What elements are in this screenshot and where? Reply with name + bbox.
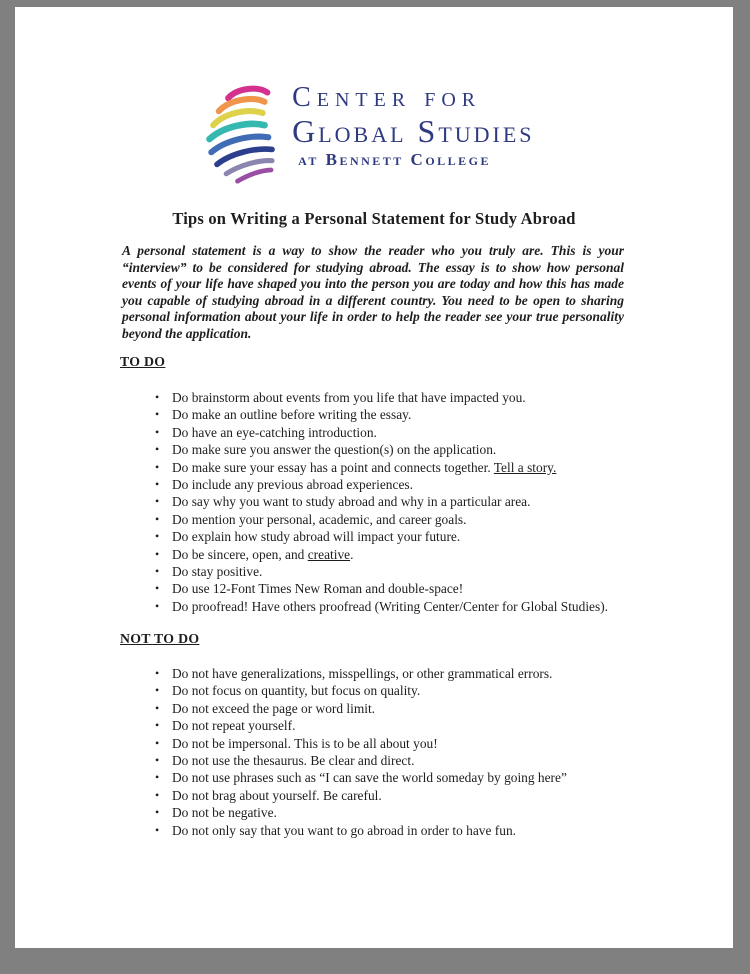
list-item: • Do explain how study abroad will impact your future. (155, 529, 461, 545)
list-item: • Do proofread! Have others proofread (Writing Center/Center for Global Studies). (155, 598, 608, 614)
list-item: • Do make sure your essay has a point and connects together. Tell a story. (155, 459, 557, 475)
list-item: • Do have an eye-catching introduction. (155, 424, 377, 440)
bullet-icon: • (155, 700, 160, 715)
list-item: • Do use 12-Font Times New Roman and double-space! (155, 581, 464, 597)
bullet-icon: • (155, 683, 160, 698)
list-item: • Do not be impersonal. This is to be all about you! (155, 735, 438, 751)
list-item: • Do stay positive. (155, 564, 263, 580)
logo-wordmark (292, 83, 534, 171)
list-item: • Do not have generalizations, misspellings, or other grammatical errors. (155, 666, 553, 681)
logo-line-at-bennett-college: at Bennett College (298, 150, 492, 169)
bullet-icon: • (155, 424, 160, 439)
bullet-icon: • (155, 529, 160, 544)
logo-line-global-studies: Global Studies (292, 113, 535, 149)
bullet-icon: • (155, 581, 160, 596)
list-item: • Do not brag about yourself. Be careful. (155, 787, 382, 803)
bullet-icon: • (155, 735, 160, 750)
bullet-icon: • (155, 787, 160, 802)
todo-heading: TO DO (120, 354, 166, 369)
list-item: • Do be sincere, open, and creative. (155, 546, 354, 562)
list-item: • Do not use phrases such as “I can save the world someday by going here” (155, 770, 567, 786)
bullet-icon: • (155, 546, 160, 561)
not-todo-heading: NOT TO DO (120, 631, 200, 646)
list-item: • Do make sure you answer the question(s) on the application. (155, 442, 497, 458)
list-item: • Do make an outline before writing the essay. (155, 407, 412, 423)
logo-line-center-for: Center for (292, 82, 482, 113)
page-title: Tips on Writing a Personal Statement for Study Abroad (172, 209, 576, 228)
bullet-icon: • (155, 442, 160, 457)
bullet-icon: • (155, 477, 160, 492)
document-page (15, 7, 733, 948)
list-item: • Do say why you want to study abroad and why in a particular area. (155, 494, 531, 510)
bullet-icon: • (155, 407, 160, 422)
bullet-icon: • (155, 770, 160, 785)
bullet-icon: • (155, 390, 160, 404)
list-item: • Do mention your personal, academic, and career goals. (155, 511, 467, 527)
bullet-icon: • (155, 753, 160, 768)
center-for-global-studies-logo (200, 83, 534, 184)
bullet-icon: • (155, 564, 160, 579)
bullet-icon: • (155, 598, 160, 613)
bullet-icon: • (155, 718, 160, 733)
bullet-icon: • (155, 494, 160, 509)
list-item: • Do include any previous abroad experiences. (155, 477, 413, 493)
list-item: • Do not exceed the page or word limit. (155, 700, 376, 716)
todo-list (155, 389, 665, 615)
list-item: • Do not focus on quantity, but focus on quality. (155, 683, 421, 699)
bullet-icon: • (155, 666, 160, 680)
bullet-icon: • (155, 459, 160, 474)
bullet-icon: • (155, 511, 160, 526)
list-item: • Do not only say that you want to go abroad in order to have fun. (155, 822, 516, 838)
intro-paragraph: A personal statement is a way to show the reader who you truly are. This is your “interview” to be considered for studying abroad. The essay is to show how personal events of your life have shaped you into the person you are today and how this has made you capable of studying abroad in a different country. You need to be open to sharing personal information about your life in order to help the reader see your true personality beyond the application. (122, 243, 624, 341)
list-item: • Do not repeat yourself. (155, 718, 296, 734)
globe-logo-icon (200, 85, 286, 184)
bullet-icon: • (155, 822, 160, 837)
list-item: • Do not use the thesaurus. Be clear and direct. (155, 753, 415, 769)
list-item: • Do brainstorm about events from you life that have impacted you. (155, 390, 526, 405)
bullet-icon: • (155, 805, 160, 820)
list-item: • Do not be negative. (155, 805, 277, 821)
not-todo-list (155, 665, 665, 839)
